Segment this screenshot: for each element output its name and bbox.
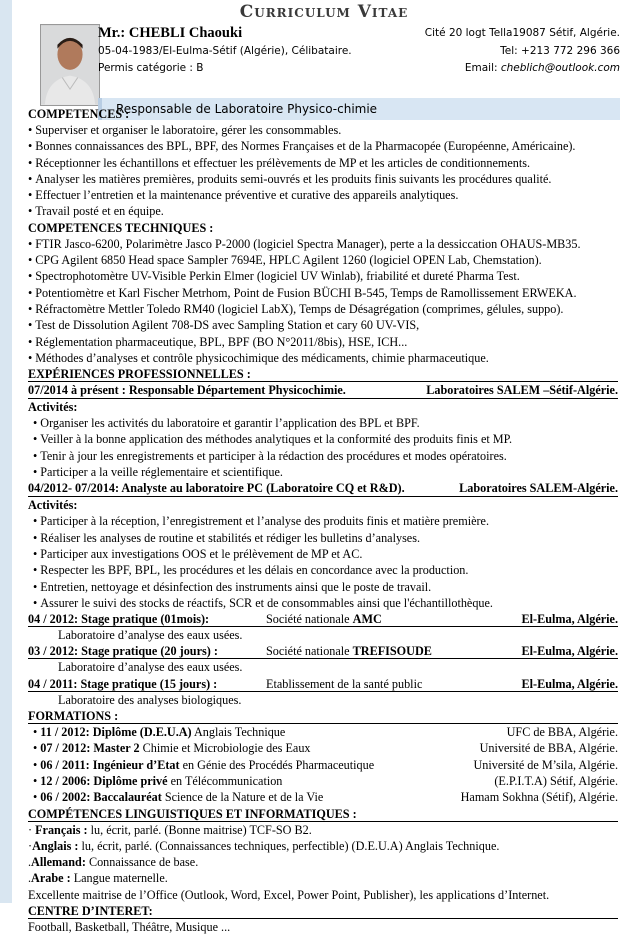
stage-1-date: 04 / 2012: Stage pratique (01mois): (28, 612, 210, 627)
list-item: • Participer a la veille réglementaire et scientifique. (28, 464, 618, 480)
list-item: • Veiller à la bonne application des méthodes analytiques et la conformité des produits finis et MP. (28, 431, 618, 447)
formation-place: UFC de BBA, Algérie. (506, 725, 618, 740)
cv-header (28, 22, 620, 114)
formation-place: (E.P.I.T.A) Sétif, Algérie. (494, 773, 618, 788)
competences-tech-list (28, 236, 618, 366)
list-item: • Réaliser les analyses de routine et stabilités et rédiger les bulletins d’analyses. (28, 530, 618, 546)
language-name: Français : (35, 822, 88, 837)
language-prefix: · (28, 822, 36, 837)
header-left-block (98, 24, 398, 77)
cv-title: Curriculum Vitae (239, 2, 409, 22)
formation-place: Université de BBA, Algérie. (479, 741, 618, 756)
section-langues-title: COMPÉTENCES LINGUISTIQUES ET INFORMATIQUES : (28, 806, 618, 822)
list-item: • Assurer le suivi des stocks de réactifs, SCR et de consommables ainsi que l'échantillothèque. (28, 595, 618, 611)
position-banner: Responsable de Laboratoire Physico-chimie (98, 98, 620, 120)
list-item: • Organiser les activités du laboratoire et garantir l’application des BPL et BPF. (28, 415, 618, 431)
office-skills: Excellente maitrise de l’Office (Outlook, Word, Excel, Power Point, Publisher), les applications d’Internet. (28, 887, 550, 902)
language-item (28, 838, 618, 854)
language-name: Allemand: (31, 855, 86, 870)
language-prefix: . (28, 855, 32, 870)
cv-content (28, 106, 618, 935)
language-level: Connaissance de base. (85, 855, 199, 870)
list-item: • Réceptionner les échantillons et effectuer les prélèvements de MP et les articles de conditionnements. (28, 155, 618, 171)
job-2-title: 04/2012- 07/2014: Analyste au laboratoire PC (Laboratoire CQ et R&D). (28, 481, 405, 496)
competences-list (28, 122, 618, 220)
formation-field: en Télécommunication (167, 773, 283, 788)
stage-3-date: 04 / 2011: Stage pratique (15 jours) : (28, 676, 218, 691)
list-item: • Potentiomètre et Karl Fischer Metrhom, Point de Fusion BÜCHI B-545, Temps de Ramollissement ERWEKA. (28, 285, 618, 301)
language-name: Arabe : (31, 871, 71, 886)
list-item: • Travail posté et en équipe. (28, 203, 618, 219)
formation-diploma: 06 / 2002: Baccalauréat (40, 790, 162, 805)
stage-3-org: Etablissement de la santé public (266, 676, 423, 691)
formation-diploma: 07 / 2012: Master 2 (40, 741, 140, 756)
stage-3-row (28, 676, 618, 692)
list-item: • Bonnes connaissances des BPL, BPF, des Normes Françaises et de la Pharmacopée (Européenne, Américaine). (28, 138, 618, 154)
stage-2-place: El-Eulma, Algérie. (521, 644, 618, 659)
stage-3-desc: Laboratoire des analyses biologiques. (58, 692, 242, 707)
language-prefix: · (28, 838, 33, 853)
email-link[interactable]: cheblich@outlook.com (500, 62, 620, 74)
candidate-name: Mr.: CHEBLI Chaouki (98, 25, 243, 41)
list-item: • Test de Dissolution Agilent 708-DS avec Sampling Station et cary 60 UV-VIS, (28, 317, 618, 333)
email-label: Email: (464, 62, 501, 74)
formation-row (28, 740, 618, 756)
formation-diploma: 06 / 2011: Ingénieur d’Etat (40, 757, 180, 772)
stage-1-place: El-Eulma, Algérie. (521, 612, 618, 627)
language-level: lu, écrit, parlé. (Connaissances techniques, perfectible) (D.E.U.A) Anglais Technique. (78, 838, 500, 853)
job-2-company: Laboratoires SALEM-Algérie. (459, 481, 618, 496)
stage-1-org (266, 611, 522, 626)
formation-desc (33, 789, 323, 805)
list-item: • CPG Agilent 6850 Head space Sampler 7694E, HPLC Agilent 1260 (logiciel OPEN Lab, Chemstation). (28, 252, 618, 268)
formation-desc (33, 724, 285, 740)
birth-info: 05-04-1983/El-Eulma-Sétif (Algérie), Célibataire. (98, 45, 352, 57)
list-item: • Réfractomètre Mettler Toledo RM40 (logiciel LabX), Temps de Désagrégation (comprimes, gélules, suppo). (28, 301, 618, 317)
formation-desc (33, 740, 311, 756)
stage-1-desc: Laboratoire d’analyse des eaux usées. (58, 628, 243, 643)
list-item: • Méthodes d’analyses et contrôle physicochimique des médicaments, chimie pharmaceutique. (28, 350, 618, 366)
language-prefix: . (28, 871, 32, 886)
stage-2-date: 03 / 2012: Stage pratique (20 jours) : (28, 644, 218, 659)
section-competences-tech-title: COMPETENCES TECHNIQUES : (28, 220, 214, 235)
language-level: lu, écrit, parlé. (Bonne maitrise) TCF-SO B2. (87, 822, 312, 837)
left-accent-bar (0, 0, 12, 903)
stage-2-org-name: TREFISOUDE (352, 644, 432, 659)
formation-desc (33, 773, 282, 789)
list-item: • Effectuer l’entretien et la maintenance préventive et curative des appareils analytiques. (28, 187, 618, 203)
language-item (28, 822, 618, 838)
formation-diploma: 11 / 2012: Diplôme (D.E.U.A) (40, 725, 192, 740)
job-1-activities-label: Activités: (28, 400, 78, 415)
formation-row (28, 724, 618, 740)
list-item: • Réglementation pharmaceutique, BPL, BPF (BO N°2011/8bis), HSE, ICH... (28, 334, 618, 350)
list-item: • Participer à la réception, l’enregistrement et l’analyse des produits finis et matière première. (28, 513, 618, 529)
stage-2-desc: Laboratoire d’analyse des eaux usées. (58, 660, 243, 675)
section-competences-title: COMPETENCES : (28, 107, 130, 121)
job-1-title: 07/2014 à présent : Responsable Département Physicochimie. (28, 383, 346, 398)
formation-desc (33, 757, 374, 773)
list-item: • Superviser et organiser le laboratoire, gérer les consommables. (28, 122, 618, 138)
address: Cité 20 logt Tella19087 Sétif, Algérie. (424, 27, 620, 39)
job-2-header (28, 480, 618, 497)
portrait-photo-icon (40, 24, 100, 106)
stage-1-org-prefix: Société nationale (266, 612, 353, 627)
stage-2-org (266, 643, 522, 658)
stage-3-place: El-Eulma, Algérie. (521, 676, 618, 691)
section-interets-title: CENTRE D’INTERET: (28, 903, 618, 919)
formation-place: Hamam Sokhna (Sétif), Algérie. (460, 790, 618, 805)
formation-field: Anglais Technique (191, 725, 286, 740)
stage-1-org-name: AMC (352, 612, 382, 627)
driving-permit: Permis catégorie : B (98, 62, 204, 74)
language-item (28, 854, 618, 870)
formation-diploma: 12 / 2006: Diplôme privé (40, 773, 168, 788)
phone: Tel: +213 772 296 366 (500, 45, 620, 57)
interests-text: Football, Basketball, Théâtre, Musique ... (28, 919, 231, 934)
language-level: Langue maternelle. (70, 871, 168, 886)
list-item: • Analyser les matières premières, produits semi-ouvrés et les produits finis suivants les procédures qualité. (28, 171, 618, 187)
stage-2-row (28, 643, 618, 659)
cv-page (28, 2, 620, 934)
list-item: • Respecter les BPF, BPL, les procédures et les délais en concordance avec la production. (28, 562, 618, 578)
formation-row (28, 789, 618, 805)
formation-row (28, 773, 618, 789)
section-experiences-title: EXPÉRIENCES PROFESSIONNELLES : (28, 366, 618, 382)
email (380, 60, 620, 77)
language-name: Anglais : (32, 838, 79, 853)
stage-2-org-prefix: Société nationale (266, 644, 353, 659)
list-item: • Spectrophotomètre UV-Visible Perkin Elmer (logiciel UV Winlab), friabilité et dureté Pharma Test. (28, 268, 618, 284)
formation-place: Université de M’sila, Algérie. (473, 757, 618, 772)
job-1-header (28, 382, 618, 399)
job-1-company: Laboratoires SALEM –Sétif-Algérie. (426, 383, 618, 398)
list-item: • Participer aux investigations OOS et le prélèvement de MP et AC. (28, 546, 618, 562)
formation-row (28, 757, 618, 773)
list-item: • FTIR Jasco-6200, Polarimètre Jasco P-2000 (logiciel Spectra Manager), perte a la dessiccation OHAUS-MB35. (28, 236, 618, 252)
formation-field: Chimie et Microbiologie des Eaux (139, 741, 311, 756)
list-item: • Entretien, nettoyage et désinfection des instruments ainsi que le poste de travail. (28, 579, 618, 595)
formation-field: en Génie des Procédés Pharmaceutique (179, 757, 375, 772)
header-right-block (380, 24, 620, 77)
job-2-activities-label: Activités: (28, 498, 78, 513)
stage-1-row (28, 611, 618, 627)
formation-field: Science de la Nature et de la Vie (161, 790, 324, 805)
section-formations-title: FORMATIONS : (28, 708, 618, 724)
language-item (28, 870, 618, 886)
list-item: • Tenir à jour les enregistrements et participer à la rédaction des procédures et modes opératoires. (28, 448, 618, 464)
